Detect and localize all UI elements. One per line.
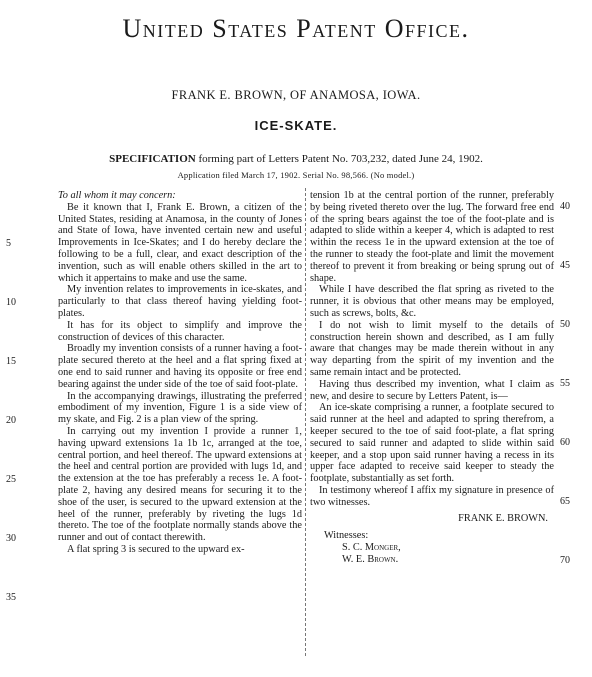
paragraph: I do not wish to limit myself to the details of construction herein shown and described, as I am fully aware that changes may be made therein without in any way departing from the spirit of my invention and the same remain intact and be protected. [310,319,554,378]
paragraph: Broadly my invention consists of a runner having a foot-plate secured thereto at the heel and a flat spring fixed at one end to said runner and having its opposite or free end bearing against the under side of the toe of said foot-plate. [58,343,302,390]
column-divider [305,188,306,656]
line-number: 5 [6,238,11,249]
witness-name: S. C. Monger, [342,542,401,554]
line-number: 65 [560,496,570,507]
right-column [310,190,554,566]
paragraph: tension 1b at the central portion of the runner, preferably by being riveted thereto over the lug. The forward free end of the spring bears against the toe of the foot-plate and is adapted to slide within a keeper 4, which is adapted to rest within the recess 1e in the upward extension at the toe of the runner to steady the foot-plate and limit the movement thereof to prevent it from breaking or being sprung out of shape. [310,190,554,284]
paragraph: In carrying out my invention I provide a runner 1, having upward extensions 1a 1b 1c, arranged at the toe, central portion, and heel thereof. The upward extensions at the heel and central portion are provided with lugs 1d, and the extension at the toe has preferably a recess 1e. A foot-plate 2, having any desired means for securing it to the shoe of the user, is secured to the upward extension at the heel of the runner, preferably by riveting the lugs 1d thereto. The toe of the footplate normally stands above the runner and out of contact therewith. [58,425,302,544]
line-number: 15 [6,356,16,367]
paragraph: It has for its object to simplify and improve the construction of devices of this character. [58,319,302,343]
line-number: 10 [6,297,16,308]
line-number: 20 [6,415,16,426]
inventor-line: FRANK E. BROWN, OF ANAMOSA, IOWA. [171,88,421,102]
line-number: 30 [6,533,16,544]
line-number: 40 [560,201,570,212]
paragraph: While I have described the flat spring as riveted to the runner, it is obvious that other means may be employed, such as screws, bolts, &c. [310,284,554,319]
paragraph: My invention relates to improvements in ice-skates, and particularly to that class thereof having yielding foot-plates. [58,284,302,319]
paragraph: A flat spring 3 is secured to the upward ex- [67,543,245,555]
line-number: 60 [560,437,570,448]
line-number: 70 [560,555,570,566]
patent-office-heading: United States Patent Office. [122,14,470,43]
left-column [58,190,302,556]
invention-title: ICE-SKATE. [254,118,338,133]
paragraph: Having thus described my invention, what I claim as new, and desire to secure by Letters Patent, is— [310,378,554,402]
application-line: Application filed March 17, 1902. Serial No. 98,566. (No model.) [177,170,415,180]
paragraph: Be it known that I, Frank E. Brown, a citizen of the United States, residing at Anamosa, in the county of Jones and State of Iowa, have invented certain new and useful Improvements in Ice-Skates; and I do hereby declare the following to be a full, clear, and exact description of the invention, such as will enable others skilled in the art to which it appertains to make and use the same. [58,201,302,284]
specification-label: SPECIFICATION [109,153,196,165]
inventor-signature: FRANK E. BROWN. [458,512,548,524]
witnesses-label: Witnesses: [324,530,369,542]
line-number: 55 [560,378,570,389]
salutation: To all whom it may concern: [58,190,176,201]
specification-details: forming part of Letters Patent No. 703,232, dated June 24, 1902. [195,153,483,165]
paragraph: In the accompanying drawings, illustrating the preferred embodiment of my invention, Figure 1 is a side view of my skate, and Fig. 2 is a plan view of the spring. [58,390,302,426]
line-number: 50 [560,319,570,330]
witness-name: W. E. Brown. [342,553,399,565]
line-number: 25 [6,474,16,485]
paragraph: In testimony whereof I affix my signature in presence of two witnesses. [310,484,554,508]
claim: An ice-skate comprising a runner, a footplate secured to said runner at the heel and adapted to spring therefrom, a keeper secured to the toe of said foot-plate, a flat spring secured to said runner and adapted to slide within said keeper, and a stop upon said runner having a recess in its upper face adapted to receive said keeper to steady the footplate, substantially as set forth. [310,402,554,485]
specification-line [0,153,592,165]
line-number: 35 [6,592,16,603]
line-number: 45 [560,260,570,271]
